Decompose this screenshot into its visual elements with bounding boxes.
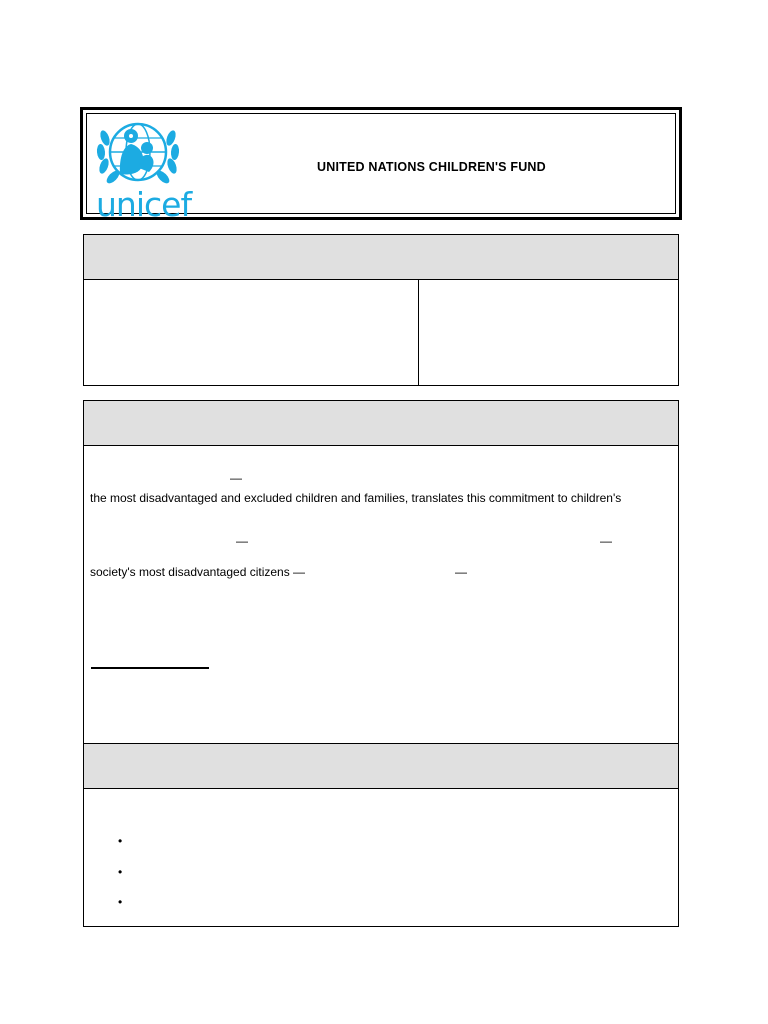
text-dash: —	[455, 565, 467, 579]
underline-rule	[91, 667, 209, 669]
text-dash: —	[236, 534, 248, 548]
section-1-header-bar	[83, 234, 679, 280]
unicef-logo	[93, 118, 192, 224]
bullet-item: •	[118, 895, 123, 909]
intro-line-2: society's most disadvantaged citizens —	[90, 565, 306, 579]
section-2-body	[83, 445, 679, 744]
unicef-globe-mother-child-icon	[93, 118, 183, 188]
text-dash: —	[600, 534, 612, 548]
section-2-header-bar	[83, 400, 679, 446]
header-box	[80, 107, 682, 224]
text-dash: —	[230, 471, 242, 485]
section-3-body	[83, 788, 679, 927]
section-3-header-bar	[83, 743, 679, 789]
header-inner-border	[86, 113, 676, 224]
section-1-right-cell	[418, 279, 679, 386]
unicef-wordmark: unicef	[96, 185, 192, 224]
bullet-item: •	[118, 834, 123, 848]
organization-name: UNITED NATIONS CHILDREN'S FUND	[317, 160, 546, 174]
bullet-item: •	[118, 865, 123, 879]
section-1-left-cell	[83, 279, 419, 386]
intro-line-1: the most disadvantaged and excluded children and families, translates this commitment to children's	[90, 491, 622, 505]
